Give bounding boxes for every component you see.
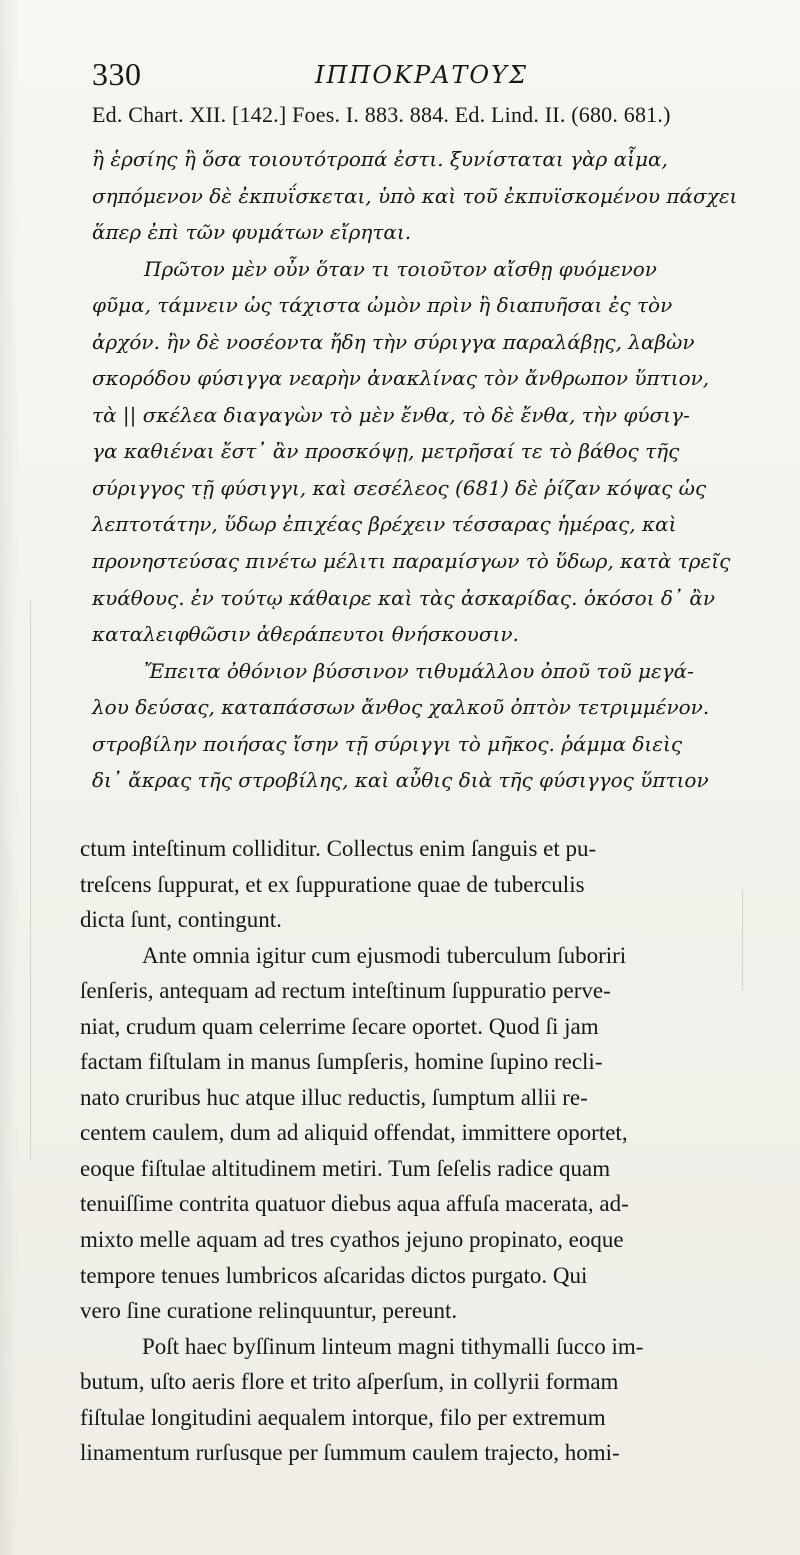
latin-line: niat, crudum quam celerrime ſecare oportet. Quod ſi jam [80,1013,599,1039]
greek-line: φῦμα, τάμνειν ὡς τάχιστα ὠμὸν πρὶν ἢ διαπυῆσαι ἐς τὸν [92,293,673,318]
greek-text [92,141,768,799]
greek-line: κυάθους. ἐν τούτῳ κάθαιρε καὶ τὰς ἀσκαρίδας. ὁκόσοι δ᾽ ἂν [92,585,715,610]
latin-line: treſcens ſuppurat, et ex ſuppuratione quae de tuberculis [80,871,585,897]
greek-line: προνηστεύσας πινέτω μέλιτι παραμίσγων τὸ ὕδωρ, κατὰ τρεῖς [92,549,731,574]
greek-line: Ἔπειτα ὀθόνιον βύσσινον τιθυμάλλου ὀποῦ τοῦ μεγά- [144,658,694,683]
greek-line: σκορόδου φύσιγγα νεαρὴν ἀνακλίνας τὸν ἄνθρωπον ὕπτιον, [92,366,710,391]
greek-line: λεπτοτάτην, ὕδωρ ἐπιχέας βρέχειν τέσσαρας ἡμέρας, καὶ [92,512,677,537]
edition-references: Ed. Chart. XII. [142.] Foes. I. 883. 884. Ed. Lind. II. (680. 681.) [92,102,671,127]
page-header [70,48,750,90]
latin-line: vero ſine curatione relinquuntur, pereunt. [80,1298,458,1324]
running-head: ΙΠΠΟΚΡΑΤΟΥΣ [315,61,528,89]
latin-line: nato cruribus huc atque illuc reductis, ſumptum allii re- [80,1084,588,1110]
greek-line: ἢ ἑρσίης ἢ ὅσα τοιουτότροπά ἐστι. ξυνίσταται γὰρ αἷμα, [92,147,668,171]
greek-line: σηπόμενον δὲ ἐκπυΐσκεται, ὑπὸ καὶ τοῦ ἐκπυϊσκομένου πάσχει [92,183,738,208]
greek-line: τὰ || σκέλεα διαγαγὼν τὸ μὲν ἔνθα, τὸ δὲ ἔνθα, τὴν φύσιγ- [92,402,690,427]
latin-line: fiſtulae longitudini aequalem intorque, filo per extremum [80,1404,606,1430]
latin-line: Poſt haec byſſinum linteum magni tithymalli ſucco im- [142,1333,644,1359]
greek-line: γα καθιέναι ἔστ᾽ ἂν προσκόψῃ, μετρῆσαί τε τὸ βάθος τῆς [92,439,680,464]
greek-line: σύριγγος τῇ φύσιγγι, καὶ σεσέλεος (681) δὲ ῥίζαν κόψας ὡς [92,475,707,500]
greek-line: ἅπερ ἐπὶ τῶν φυμάτων εἴρηται. [92,220,412,245]
latin-line: Ante omnia igitur cum ejusmodi tuberculum ſuboriri [142,942,627,968]
greek-line: Πρῶτον μὲν οὖν ὅταν τι τοιοῦτον αἴσθῃ φυόμενον [144,256,657,281]
greek-line: στροβίλην ποιήσας ἴσην τῇ σύριγγι τὸ μῆκος. ῥάμμα διεὶς [92,731,683,756]
greek-line: λου δεύσας, καταπάσσων ἄνθος χαλκοῦ ὀπτὸν τετριμμένον. [92,695,710,720]
latin-line: factam fiſtulam in manus ſumpſeris, homine ſupino recli- [80,1049,603,1075]
page-number: 330 [92,56,142,92]
latin-line: ctum inteſtinum colliditur. Collectus enim ſanguis et pu- [80,836,597,861]
latin-line: centem caulem, dum ad aliquid offendat, immittere oportet, [80,1120,628,1146]
latin-line: tenuiſſime contrita quatuor diebus aqua affuſa macerata, ad- [80,1191,629,1217]
latin-text [80,831,770,1471]
latin-line: linamentum rurſusque per ſummum caulem trajecto, homi- [80,1440,620,1466]
latin-line: ſenſeris, antequam ad rectum inteſtinum ſuppuratio perve- [80,978,611,1004]
greek-line: δι᾽ ἄκρας τῆς στροβίλης, καὶ αὖθις διὰ τῆς φύσιγγος ὕπτιον [92,768,709,793]
greek-line: καταλειφθῶσιν ἀθεράπευτοι θνήσκουσιν. [92,622,519,647]
page-crease-left [30,600,31,1160]
latin-line: butum, uſto aeris flore et trito aſperſum, in collyrii formam [80,1369,619,1395]
latin-line: tempore tenues lumbricos aſcaridas dictos purgato. Qui [80,1262,588,1288]
latin-line: mixto melle aquam ad tres cyathos jejuno propinato, eoque [80,1227,624,1253]
latin-line: eoque fiſtulae altitudinem metiri. Tum ſeſelis radice quam [80,1155,611,1181]
greek-line: ἀρχόν. ἢν δὲ νοσέοντα ἤδη τὴν σύριγγα παραλάβῃς, λαβὼν [92,329,695,354]
latin-line: dicta ſunt, contingunt. [80,907,282,933]
